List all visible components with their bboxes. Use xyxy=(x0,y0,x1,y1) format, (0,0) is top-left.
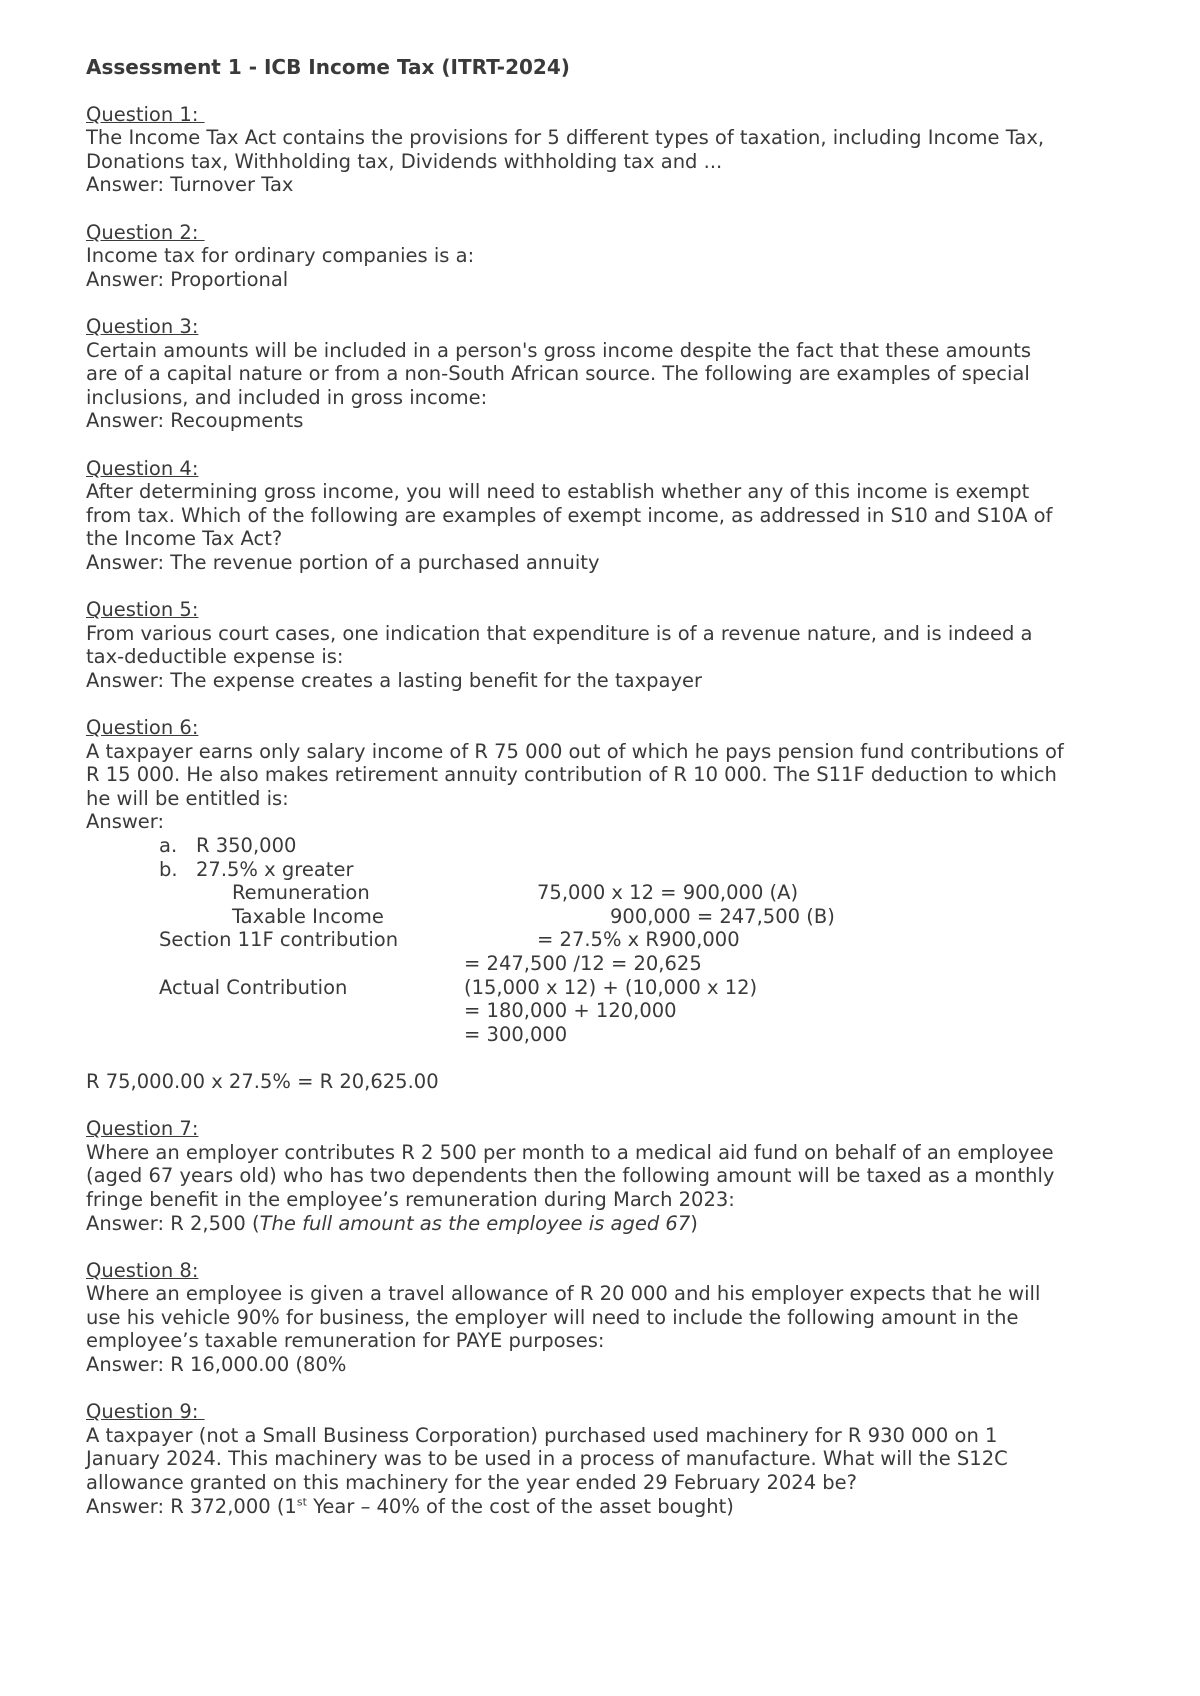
document-body xyxy=(86,56,1126,1542)
question-5-answer: Answer: The expense creates a lasting benefit for the taxpayer xyxy=(86,668,703,692)
question-9-text-line: January 2024. This machinery was to be used in a process of manufacture. What will the S12C xyxy=(86,1447,1008,1471)
question-5-text-line: From various court cases, one indication that expenditure is of a revenue nature, and is indeed a xyxy=(86,621,1033,645)
spacer xyxy=(86,1046,1126,1070)
question-2-answer: Answer: Proportional xyxy=(86,267,289,291)
answer-option xyxy=(86,858,1126,882)
calc-row-section-11f xyxy=(86,928,1126,952)
answer-options xyxy=(86,834,1126,881)
calc-spacer xyxy=(86,952,464,976)
question-7 xyxy=(86,1117,1126,1235)
calc-label: Taxable Income xyxy=(232,904,384,928)
question-3-label: Question 3: xyxy=(86,314,199,338)
answer-superscript: st xyxy=(296,1495,307,1509)
answer-option-text: R 350,000 xyxy=(196,834,297,857)
question-9 xyxy=(86,1400,1126,1518)
calc-label: Remuneration xyxy=(232,881,370,905)
calc-label: Section 11F contribution xyxy=(159,928,399,952)
question-1-answer: Answer: Turnover Tax xyxy=(86,173,294,197)
question-8 xyxy=(86,1259,1126,1377)
answer-prefix: Answer: R 372,000 (1 xyxy=(86,1494,297,1518)
calc-value: 900,000 = 247,500 (B) xyxy=(610,904,835,928)
calc-spacer xyxy=(86,1023,464,1047)
question-1 xyxy=(86,103,1126,197)
question-3-answer: Answer: Recoupments xyxy=(86,409,304,433)
question-5-text-line: tax-deductible expense is: xyxy=(86,645,344,669)
question-4-label: Question 4: xyxy=(86,456,199,480)
answer-option-text: 27.5% x greater xyxy=(196,857,354,881)
question-5-label: Question 5: xyxy=(86,598,199,622)
question-6-answer: Answer: xyxy=(86,810,165,834)
question-3-text-line: are of a capital nature or from a non-South African source. The following are examples of special xyxy=(86,362,1030,386)
question-2-label: Question 2: xyxy=(86,220,205,244)
question-7-text-line: (aged 67 years old) who has two dependents then the following amount will be taxed as a monthly xyxy=(86,1164,1055,1188)
question-6 xyxy=(86,716,1126,1094)
calc-row-section-11f-cont xyxy=(86,952,1126,976)
question-4-text-line: After determining gross income, you will need to establish whether any of this income is exempt xyxy=(86,480,1030,504)
question-3-text-line: inclusions, and included in gross income: xyxy=(86,385,488,409)
calc-row-remuneration xyxy=(86,881,1126,905)
question-7-label: Question 7: xyxy=(86,1117,199,1141)
calc-spacer xyxy=(86,999,464,1023)
question-6-label: Question 6: xyxy=(86,716,199,740)
answer-prefix: Answer: R 2,500 ( xyxy=(86,1211,260,1235)
question-8-answer: Answer: R 16,000.00 (80% xyxy=(86,1353,347,1377)
question-5 xyxy=(86,598,1126,692)
question-9-label: Question 9: xyxy=(86,1400,205,1424)
question-3-text-line: Certain amounts will be included in a person's gross income despite the fact that these amounts xyxy=(86,338,1032,362)
question-8-text-line: employee’s taxable remuneration for PAYE purposes: xyxy=(86,1329,605,1353)
question-8-text-line: Where an employee is given a travel allowance of R 20 000 and his employer expects that he will xyxy=(86,1282,1041,1306)
question-4 xyxy=(86,457,1126,575)
question-1-text-line: The Income Tax Act contains the provisions for 5 different types of taxation, including Income Tax, xyxy=(86,126,1045,150)
question-9-answer xyxy=(86,1495,1126,1519)
question-6-text-line: R 15 000. He also makes retirement annuity contribution of R 10 000. The S11F deduction to which xyxy=(86,763,1057,787)
calc-value: 75,000 x 12 = 900,000 (A) xyxy=(537,881,799,905)
question-4-answer: Answer: The revenue portion of a purchased annuity xyxy=(86,550,600,574)
answer-suffix: ) xyxy=(690,1211,698,1235)
calc-row-actual-total xyxy=(86,1023,1126,1047)
question-2-text-line: Income tax for ordinary companies is a: xyxy=(86,244,475,268)
question-6-final-result: R 75,000.00 x 27.5% = R 20,625.00 xyxy=(86,1069,439,1093)
calc-row-actual-cont xyxy=(86,999,1126,1023)
calc-value: = 180,000 + 120,000 xyxy=(464,999,677,1023)
question-6-text-line: A taxpayer earns only salary income of R 75 000 out of which he pays pension fund contributions of xyxy=(86,739,1064,763)
answer-italic-note: The full amount as the employee is aged 67 xyxy=(259,1211,691,1235)
calc-row-taxable-income xyxy=(86,905,1126,929)
calc-value: = 27.5% x R900,000 xyxy=(537,928,740,952)
question-7-answer xyxy=(86,1212,1126,1236)
calc-value: = 300,000 xyxy=(464,1022,568,1046)
calc-row-actual-contribution xyxy=(86,976,1126,1000)
question-4-text-line: the Income Tax Act? xyxy=(86,527,283,551)
question-1-text-line: Donations tax, Withholding tax, Dividends withholding tax and ... xyxy=(86,149,723,173)
question-7-text-line: Where an employer contributes R 2 500 per month to a medical aid fund on behalf of an employee xyxy=(86,1140,1054,1164)
question-3 xyxy=(86,315,1126,433)
calc-value: (15,000 x 12) + (10,000 x 12) xyxy=(464,975,758,999)
question-7-text-line: fringe benefit in the employee’s remuneration during March 2023: xyxy=(86,1187,735,1211)
calc-label: Actual Contribution xyxy=(159,975,348,999)
calc-value: = 247,500 /12 = 20,625 xyxy=(464,951,702,975)
question-2 xyxy=(86,221,1126,292)
answer-option xyxy=(86,834,1126,858)
answer-option-marker: a. xyxy=(159,834,178,857)
question-9-text-line: A taxpayer (not a Small Business Corporation) purchased used machinery for R 930 000 on 1 xyxy=(86,1423,998,1447)
document-title: Assessment 1 - ICB Income Tax (ITRT-2024) xyxy=(86,55,570,79)
answer-option-marker: b. xyxy=(159,857,178,881)
question-6-text-line: he will be entitled is: xyxy=(86,786,289,810)
question-1-label: Question 1: xyxy=(86,102,205,126)
question-9-text-line: allowance granted on this machinery for the year ended 29 February 2024 be? xyxy=(86,1471,858,1495)
question-8-text-line: use his vehicle 90% for business, the employer will need to include the following amount in the xyxy=(86,1305,1019,1329)
question-8-label: Question 8: xyxy=(86,1258,199,1282)
question-4-text-line: from tax. Which of the following are examples of exempt income, as addressed in S10 and S10A of xyxy=(86,503,1053,527)
answer-suffix: Year – 40% of the cost of the asset bought) xyxy=(306,1494,734,1518)
